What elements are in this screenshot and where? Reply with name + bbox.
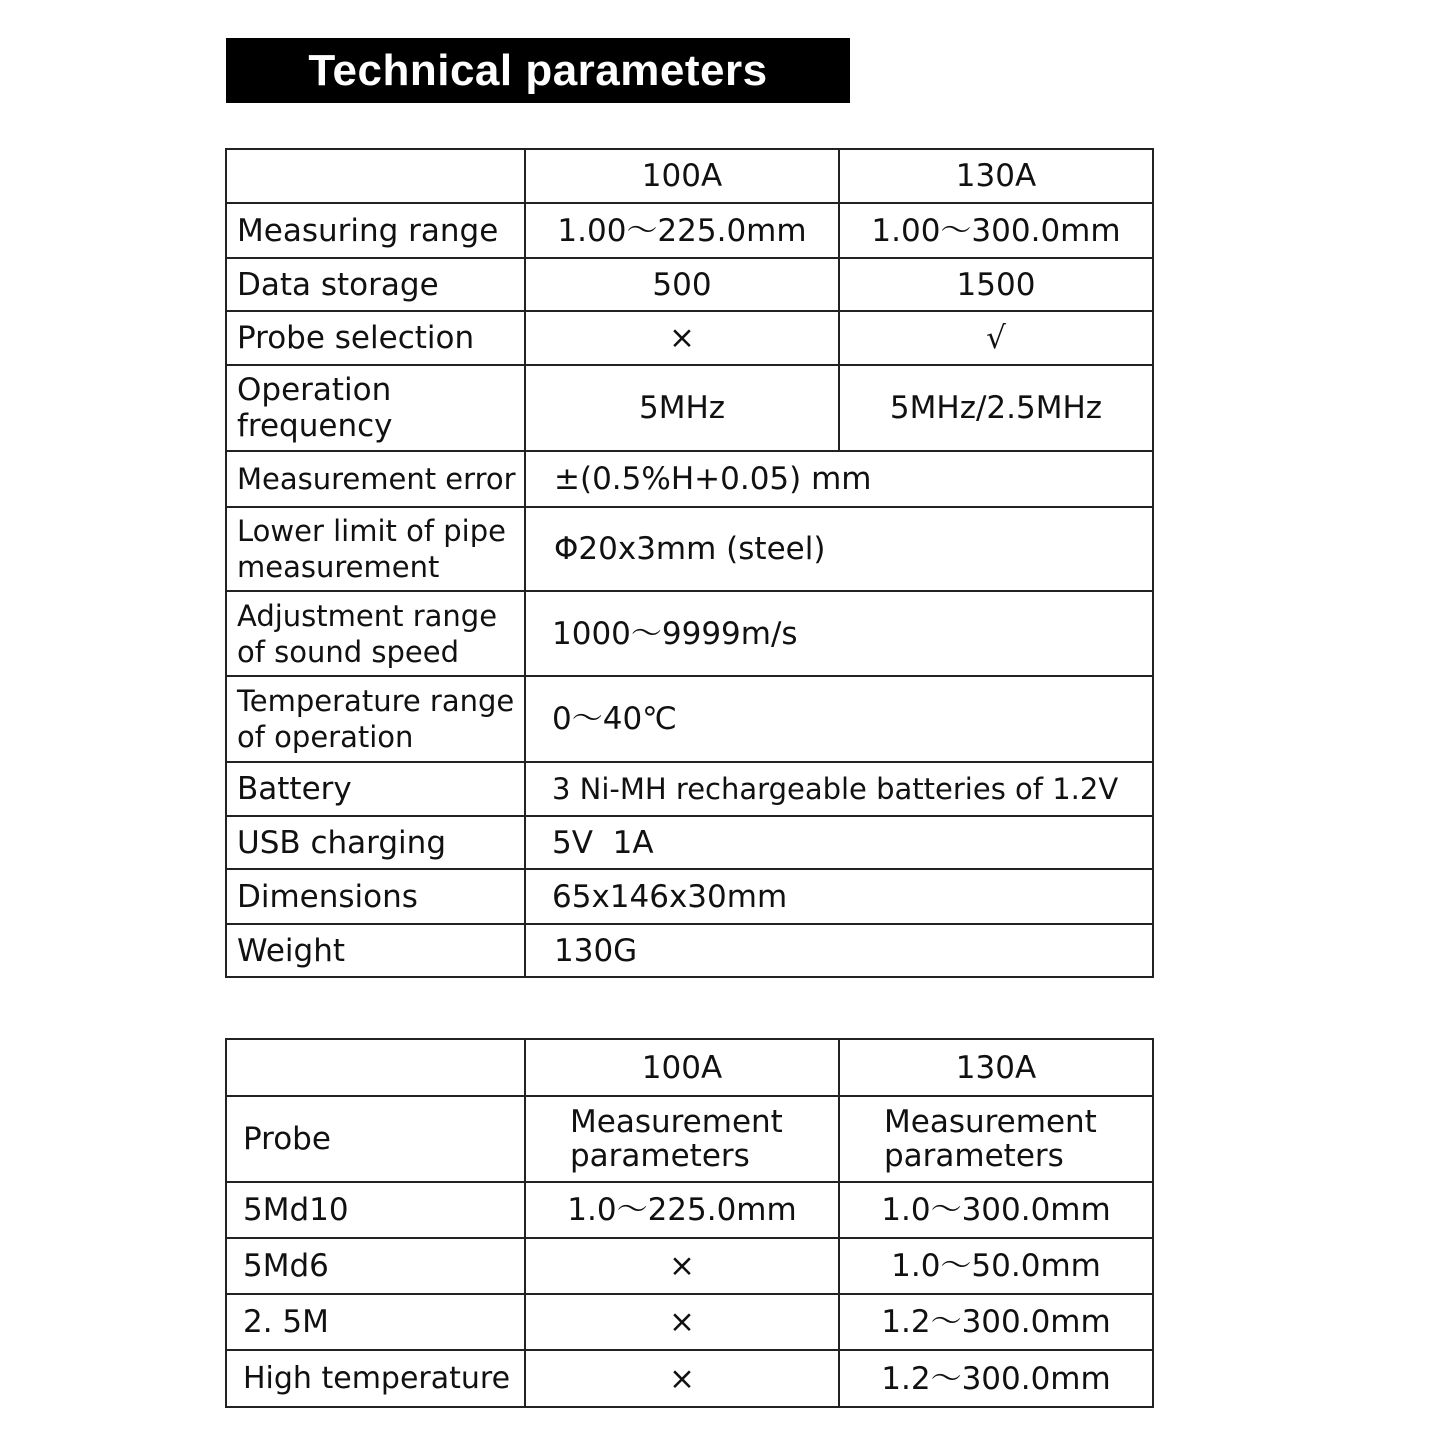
row-label: Measuring range: [226, 203, 525, 258]
probe-table: [225, 1038, 1154, 1408]
cell-span: 3 Ni-MH rechargeable batteries of 1.2V: [525, 762, 1153, 816]
cross-mark: ×: [525, 1294, 839, 1350]
header-empty-cell: [226, 149, 525, 203]
row-label: Measurement error: [226, 451, 525, 507]
page-title: Technical parameters: [308, 45, 768, 95]
header-100a: 100A: [525, 1039, 839, 1096]
cell-span: 0～40℃: [525, 676, 1153, 762]
cross-mark: ×: [525, 1350, 839, 1407]
table-row: [226, 203, 1153, 258]
table-row: [226, 365, 1153, 451]
row-label: Operation frequency: [226, 365, 525, 451]
row-label: Temperature range of operation: [226, 676, 525, 762]
table-row: [226, 1294, 1153, 1350]
cell-130a: 1.0～50.0mm: [839, 1238, 1153, 1294]
table-subheader-row: [226, 1096, 1153, 1182]
row-label: Adjustment range of sound speed: [226, 591, 525, 676]
table-row: [226, 451, 1153, 507]
table-row: [226, 311, 1153, 365]
row-label: 2. 5M: [226, 1294, 525, 1350]
cell-130a: 1500: [839, 258, 1153, 311]
table-row: [226, 816, 1153, 869]
cell-span: 130G: [525, 924, 1153, 977]
cell-span: 5V 1A: [525, 816, 1153, 869]
cell-100a: 500: [525, 258, 839, 311]
table-row: [226, 1182, 1153, 1238]
cell-130a: 1.2～300.0mm: [839, 1294, 1153, 1350]
cell-span: ±(0.5%H+0.05) mm: [525, 451, 1153, 507]
row-label: Probe selection: [226, 311, 525, 365]
table-header-row: [226, 1039, 1153, 1096]
spec-table: [225, 148, 1154, 978]
table-row: [226, 1350, 1153, 1407]
cell-100a: 1.0～225.0mm: [525, 1182, 839, 1238]
check-mark: √: [839, 311, 1153, 365]
cross-mark: ×: [525, 311, 839, 365]
table-row: [226, 507, 1153, 591]
cell-130a: 1.2～300.0mm: [839, 1350, 1153, 1407]
cell-130a: 1.0～300.0mm: [839, 1182, 1153, 1238]
cell-span: 1000～9999m/s: [525, 591, 1153, 676]
cell-130a: Measurement parameters: [839, 1096, 1153, 1182]
row-label: 5Md6: [226, 1238, 525, 1294]
row-label: 5Md10: [226, 1182, 525, 1238]
header-130a: 130A: [839, 149, 1153, 203]
cell-130a: 1.00～300.0mm: [839, 203, 1153, 258]
table-row: [226, 676, 1153, 762]
title-banner: [226, 38, 850, 103]
cell-100a: 1.00～225.0mm: [525, 203, 839, 258]
header-empty-cell: [226, 1039, 525, 1096]
row-label: Battery: [226, 762, 525, 816]
cell-span: Φ20x3mm (steel): [525, 507, 1153, 591]
row-label: Weight: [226, 924, 525, 977]
row-label: Lower limit of pipe measurement: [226, 507, 525, 591]
table-row: [226, 591, 1153, 676]
row-label: Dimensions: [226, 869, 525, 924]
header-100a: 100A: [525, 149, 839, 203]
cell-130a: 5MHz/2.5MHz: [839, 365, 1153, 451]
table-row: [226, 258, 1153, 311]
table-row: [226, 869, 1153, 924]
cell-100a: 5MHz: [525, 365, 839, 451]
table-row: [226, 1238, 1153, 1294]
row-label: USB charging: [226, 816, 525, 869]
table-row: [226, 762, 1153, 816]
probe-label: Probe: [226, 1096, 525, 1182]
table-row: [226, 924, 1153, 977]
row-label: Data storage: [226, 258, 525, 311]
header-130a: 130A: [839, 1039, 1153, 1096]
cell-span: 65x146x30mm: [525, 869, 1153, 924]
cell-100a: Measurement parameters: [525, 1096, 839, 1182]
cross-mark: ×: [525, 1238, 839, 1294]
table-header-row: [226, 149, 1153, 203]
row-label: High temperature: [226, 1350, 525, 1407]
